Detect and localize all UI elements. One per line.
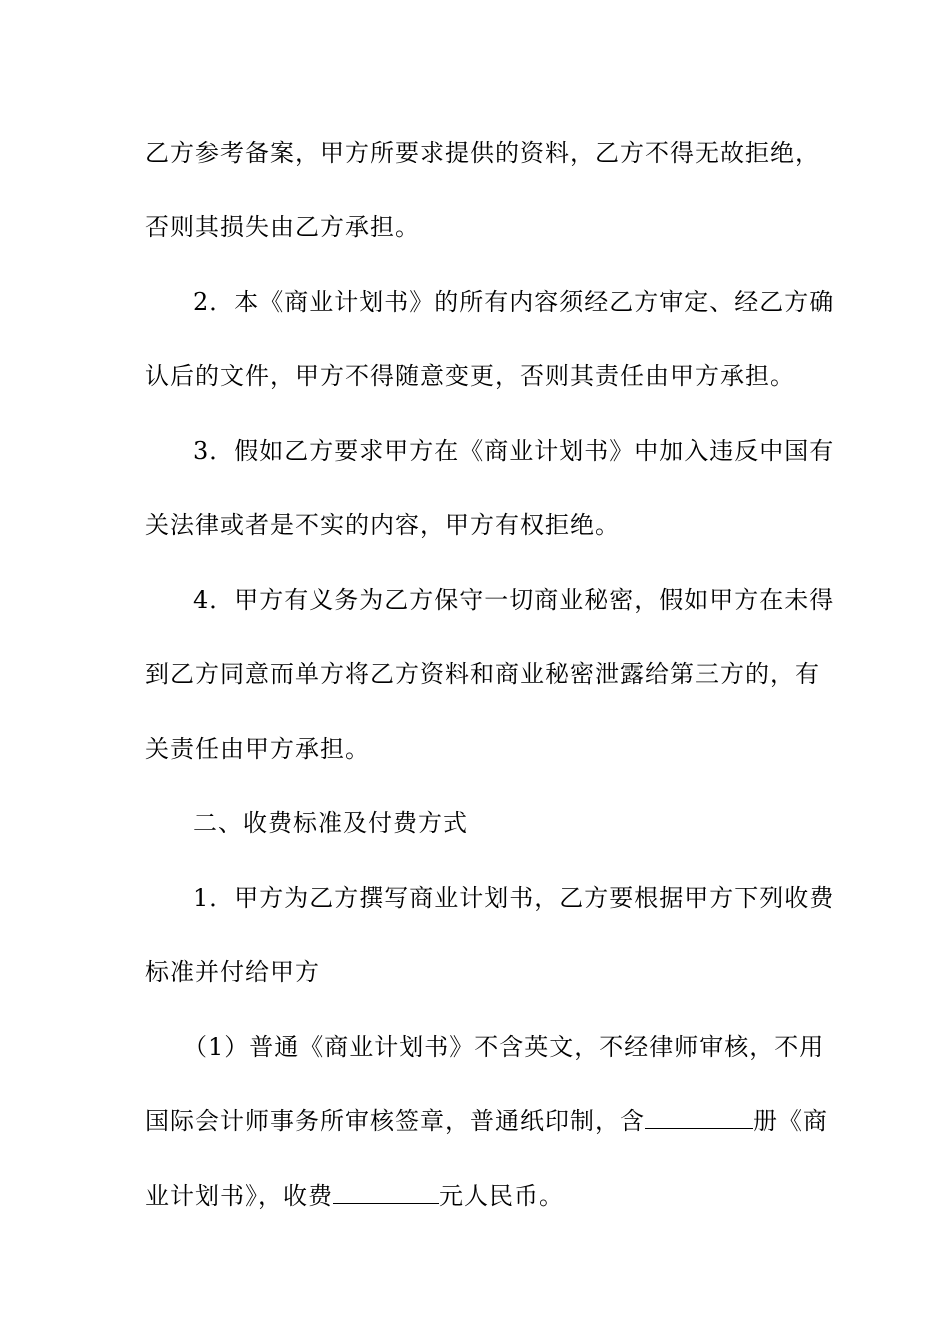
line-text: 业计划书》，收费 bbox=[145, 1182, 333, 1210]
fee-item-1-line-2 bbox=[145, 1106, 828, 1136]
paragraph-line: 关责任由甲方承担。 bbox=[145, 735, 370, 763]
clause-4-line: 4．甲方有义务为乙方保守一切商业秘密，假如甲方在未得 bbox=[193, 586, 835, 614]
paragraph-line: 关法律或者是不实的内容，甲方有权拒绝。 bbox=[145, 511, 620, 539]
line-text: 元人民币。 bbox=[439, 1182, 564, 1210]
clause-3-line: 3．假如乙方要求甲方在《商业计划书》中加入违反中国有 bbox=[193, 437, 835, 465]
paragraph-line: 标准并付给甲方 bbox=[145, 958, 320, 986]
paragraph-line: 到乙方同意而单方将乙方资料和商业秘密泄露给第三方的，有 bbox=[145, 660, 820, 688]
paragraph-line: 否则其损失由乙方承担。 bbox=[145, 213, 420, 241]
line-text: 国际会计师事务所审核签章，普通纸印制，含 bbox=[145, 1107, 645, 1135]
fee-amount-blank[interactable] bbox=[333, 1181, 439, 1204]
paragraph-line: 认后的文件，甲方不得随意变更，否则其责任由甲方承担。 bbox=[145, 362, 795, 390]
section-heading: 二、收费标准及付费方式 bbox=[193, 809, 468, 837]
clause-2-line: 2．本《商业计划书》的所有内容须经乙方审定、经乙方确 bbox=[193, 288, 835, 316]
copies-blank[interactable] bbox=[645, 1106, 753, 1129]
fee-clause-1-line: 1．甲方为乙方撰写商业计划书，乙方要根据甲方下列收费 bbox=[193, 884, 835, 912]
fee-item-1-line: （1）普通《商业计划书》不含英文，不经律师审核，不用 bbox=[183, 1033, 825, 1061]
paragraph-line: 乙方参考备案，甲方所要求提供的资料，乙方不得无故拒绝， bbox=[145, 139, 820, 167]
fee-item-1-line-3 bbox=[145, 1181, 564, 1211]
line-text: 册《商 bbox=[753, 1107, 828, 1135]
